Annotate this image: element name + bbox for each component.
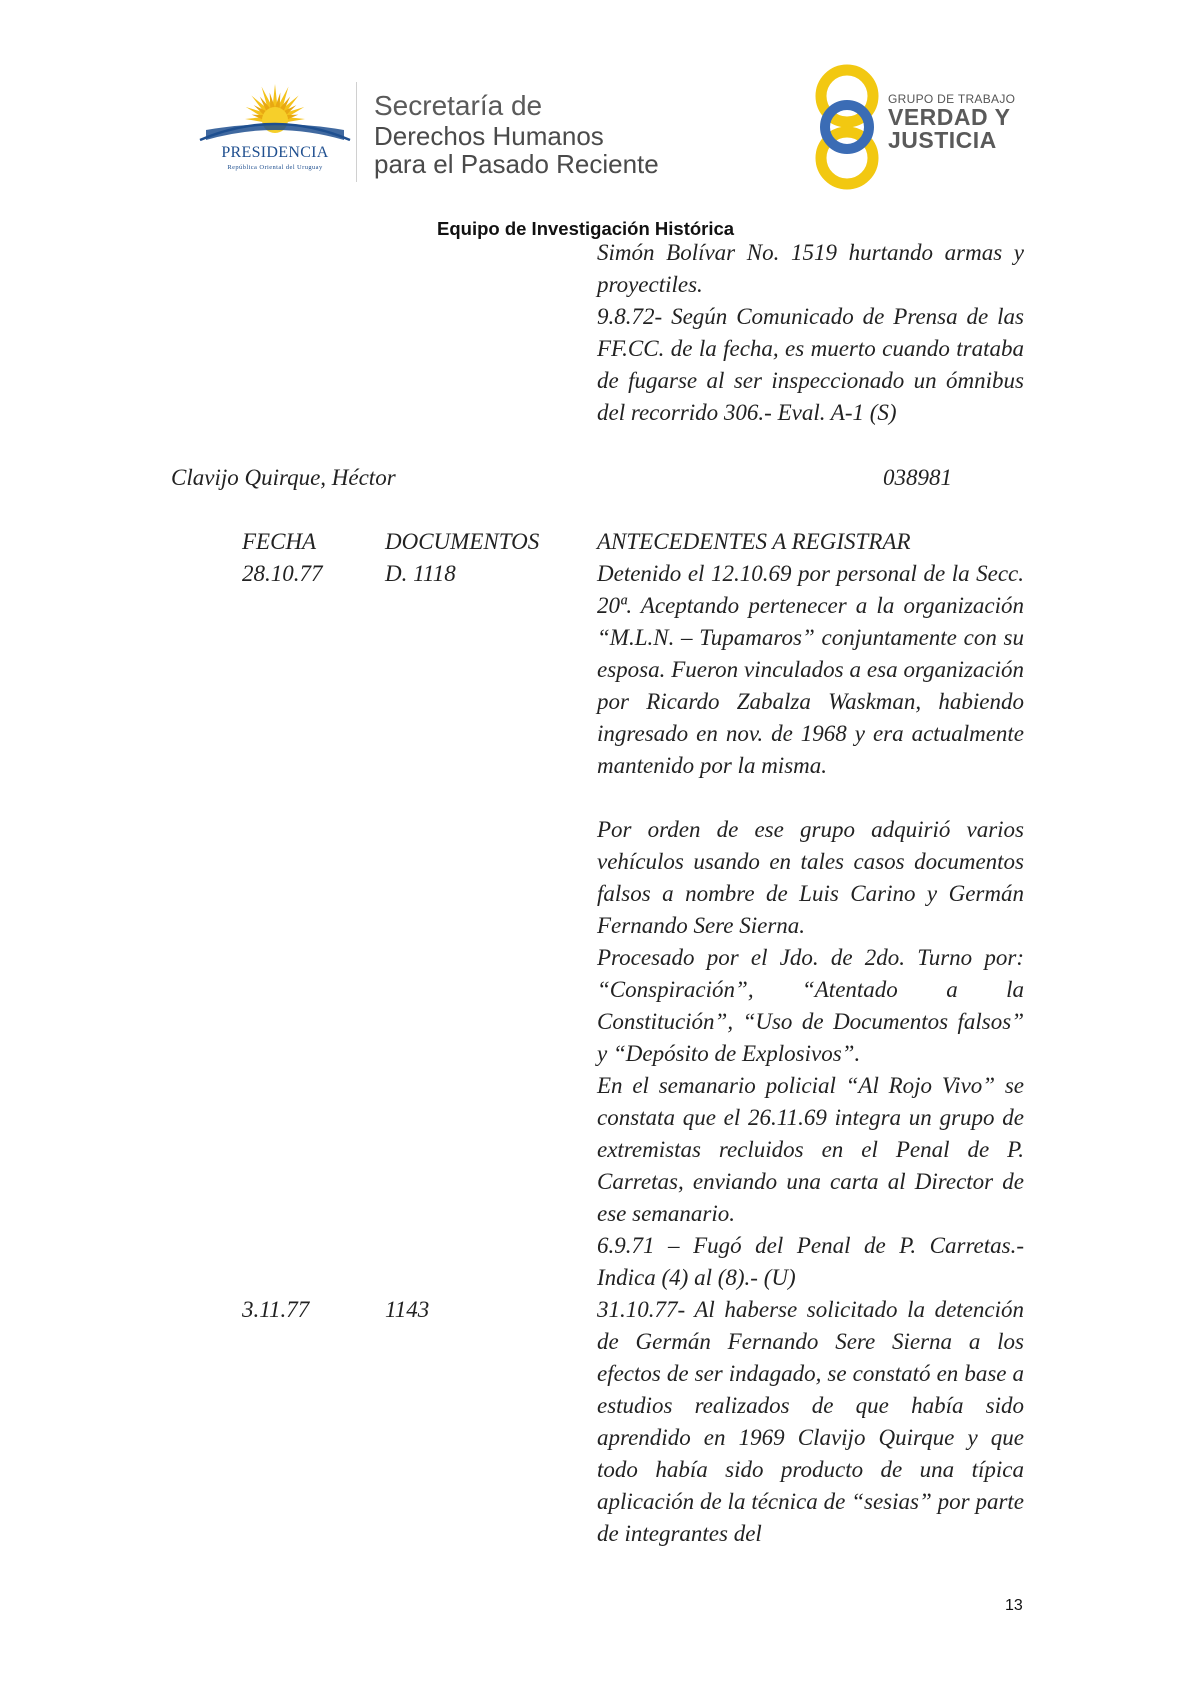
entry-paragraph: 6.9.71 – Fugó del Penal de P. Carretas.- Indica (4) al (8).- (U) — [597, 1233, 1024, 1290]
presidencia-name: PRESIDENCIA — [221, 144, 329, 161]
header-divider — [356, 82, 357, 182]
record-name: Clavijo Quirque, Héctor — [171, 465, 396, 490]
column-header-documentos: DOCUMENTOS — [385, 529, 540, 554]
continuation-paragraph-2: 9.8.72- Según Comunicado de Prensa de las FF.CC. de la fecha, es muerto cuando trataba de fugarse al ser inspeccionado un ómnibus del recorrido 306.- Eval. A-1 (S) — [597, 304, 1024, 425]
page-number: 13 — [1005, 1597, 1023, 1614]
secretaria-line-3: para el Pasado Reciente — [374, 149, 659, 179]
grupo-line-2: VERDAD Y — [888, 104, 1011, 130]
entry-paragraph: Detenido el 12.10.69 por personal de la Secc. 20ª. Aceptando pertenecer a la organización “M.L.N. – Tupamaros” conjuntamente con su esposa. Fueron vinculados a esa organización por Ricardo Zabalza Waskman, habiendo ingresado en nov. de 1968 y era actualmente mantenido por la misma. — [597, 561, 1024, 778]
presidencia-logo — [196, 80, 354, 180]
presidencia-subtitle: República Oriental del Uruguay — [227, 164, 323, 171]
secretaria-line-1: Secretaría de — [374, 90, 543, 121]
continuation-paragraph-1: Simón Bolívar No. 1519 hurtando armas y proyectiles. — [597, 240, 1024, 297]
page-header — [0, 0, 1191, 230]
entry-fecha: 28.10.77 — [242, 561, 323, 586]
grupo-line-1: GRUPO DE TRABAJO — [888, 92, 1016, 106]
secretaria-title — [374, 90, 659, 178]
entry-fecha: 3.11.77 — [242, 1297, 310, 1322]
column-header-antecedentes: ANTECEDENTES A REGISTRAR — [597, 529, 911, 554]
record-number: 038981 — [883, 465, 952, 490]
entry-paragraph: En el semanario policial “Al Rojo Vivo” se constata que el 26.11.69 integra un grupo de extremistas recluidos en el Penal de P. Carretas, enviando una carta al Director de ese semanario. — [597, 1073, 1024, 1226]
entry-documento: 1143 — [385, 1297, 430, 1322]
entry-paragraph: 31.10.77- Al haberse solicitado la detención de Germán Fernando Sere Sierna a los efectos de ser indagado, se constató en base a estudios realizados de que había sido aprendido en 1969 Clavijo Quirque y que todo había sido producto de una típica aplicación de la técnica de “sesias” por parte de integrantes del — [597, 1297, 1024, 1546]
grupo-trabajo-logo — [812, 62, 1032, 192]
sun-emblem-icon — [196, 80, 354, 150]
entry-documento: D. 1118 — [385, 561, 456, 586]
team-title: Equipo de Investigación Histórica — [437, 218, 735, 239]
interlocking-rings-icon — [812, 62, 888, 192]
grupo-line-3: JUSTICIA — [888, 127, 997, 153]
entry-paragraph: Procesado por el Jdo. de 2do. Turno por: “Conspiración”, “Atentado a la Constitución”, “Uso de Documentos falsos” y “Depósito de Explosivos”. — [597, 945, 1024, 1066]
grupo-trabajo-text — [888, 92, 1015, 152]
column-header-fecha: FECHA — [242, 529, 317, 554]
entry-paragraph: Por orden de ese grupo adquirió varios vehículos usando en tales casos documentos falsos a nombre de Luis Carino y Germán Fernando Sere Sierna. — [597, 817, 1024, 938]
secretaria-line-2: Derechos Humanos — [374, 121, 604, 151]
